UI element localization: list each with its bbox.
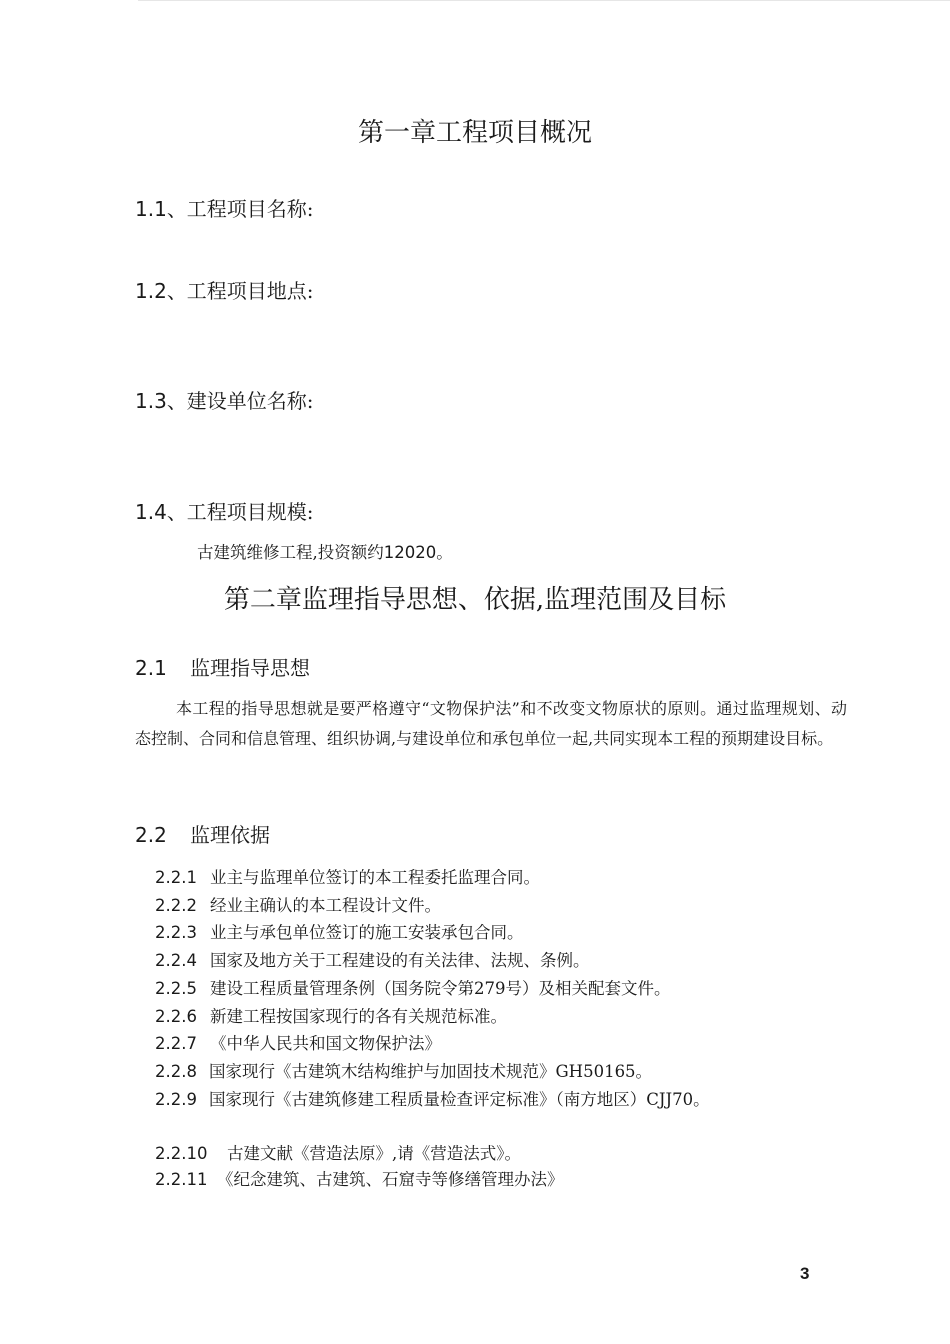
basis-item (155, 1030, 441, 1054)
item-number: 2.2.7 (155, 1034, 197, 1053)
section-number: 1.2 (135, 279, 167, 303)
section-1-1 (135, 193, 314, 222)
section-label: 监理指导思想 (190, 656, 310, 680)
item-number: 2.2.2 (155, 896, 197, 915)
section-label: 、工程项目名称: (166, 197, 314, 221)
item-text: 《中华人民共和国文物保护法》 (210, 1034, 441, 1053)
item-number: 2.2.9 (155, 1090, 197, 1109)
item-number: 2.2.6 (155, 1007, 197, 1026)
section-label: 、工程项目地点: (166, 279, 314, 303)
section-label: 、工程项目规模: (166, 500, 314, 524)
chapter-2-title: 第二章监理指导思想、依据,监理范围及目标 (223, 585, 727, 615)
basis-item (155, 1166, 564, 1190)
section-label: 、建设单位名称: (166, 389, 314, 413)
basis-item (155, 919, 524, 943)
item-text: 新建工程按国家现行的各有关规范标准。 (210, 1007, 507, 1026)
guiding-paragraph: 本工程的指导思想就是要严格遵守“文物保护法”和不改变文物原状的原则。通过监理规划、动态控制、合同和信息管理、组织协调,与建设单位和承包单位一起,共同实现本工程的预期建设目标。 (135, 699, 847, 748)
basis-item (155, 1003, 507, 1027)
item-text: 《纪念建筑、古建筑、石窟寺等修缮管理办法》 (217, 1170, 564, 1189)
section-number: 1.4 (135, 500, 167, 524)
basis-item (155, 1086, 710, 1110)
item-number: 2.2.11 (155, 1170, 208, 1189)
item-number: 2.2.3 (155, 923, 197, 942)
item-text: 经业主确认的本工程设计文件。 (210, 896, 441, 915)
item-text: 业主与监理单位签订的本工程委托监理合同。 (210, 868, 540, 887)
item-text: 业主与承包单位签订的施工安装承包合同。 (210, 923, 524, 942)
item-number: 2.2.8 (155, 1062, 197, 1081)
item-number: 2.2.4 (155, 951, 197, 970)
scale-suffix: 。 (436, 543, 453, 562)
item-text: 建设工程质量管理条例（国务院令第279号）及相关配套文件。 (210, 979, 671, 998)
basis-item (155, 892, 441, 916)
item-text: 国家及地方关于工程建设的有关法律、法规、条例。 (210, 951, 590, 970)
section-2-1 (135, 652, 310, 681)
basis-item (155, 864, 540, 888)
section-label: 监理依据 (190, 823, 270, 847)
section-2-2 (135, 819, 270, 848)
item-number: 2.2.1 (155, 868, 197, 887)
scale-amount: 12020 (383, 543, 437, 562)
page-number: 3 (800, 1264, 810, 1283)
section-number: 1.1 (135, 197, 167, 221)
section-number: 1.3 (135, 389, 167, 413)
item-text: 国家现行《古建筑修建工程质量检查评定标准》（南方地区）CJJ70。 (209, 1090, 710, 1109)
top-rule (138, 0, 950, 1)
item-text: 国家现行《古建筑木结构维护与加固技术规范》GH50165。 (209, 1062, 653, 1081)
section-1-3 (135, 385, 314, 414)
item-text: 古建文献《营造法原》,请《营造法式》。 (227, 1144, 521, 1163)
section-number: 2.1 (135, 656, 167, 680)
basis-item (155, 1140, 521, 1164)
chapter-1-title: 第一章工程项目概况 (357, 118, 592, 148)
section-number: 2.2 (135, 823, 167, 847)
basis-item (155, 947, 590, 971)
scale-prefix: 古建筑维修工程,投资额约 (197, 543, 384, 562)
basis-item (155, 975, 671, 999)
basis-item (155, 1058, 652, 1082)
item-number: 2.2.10 (155, 1144, 208, 1163)
section-1-4 (135, 496, 314, 525)
section-1-2 (135, 275, 314, 304)
item-number: 2.2.5 (155, 979, 197, 998)
project-scale-text (197, 539, 453, 563)
